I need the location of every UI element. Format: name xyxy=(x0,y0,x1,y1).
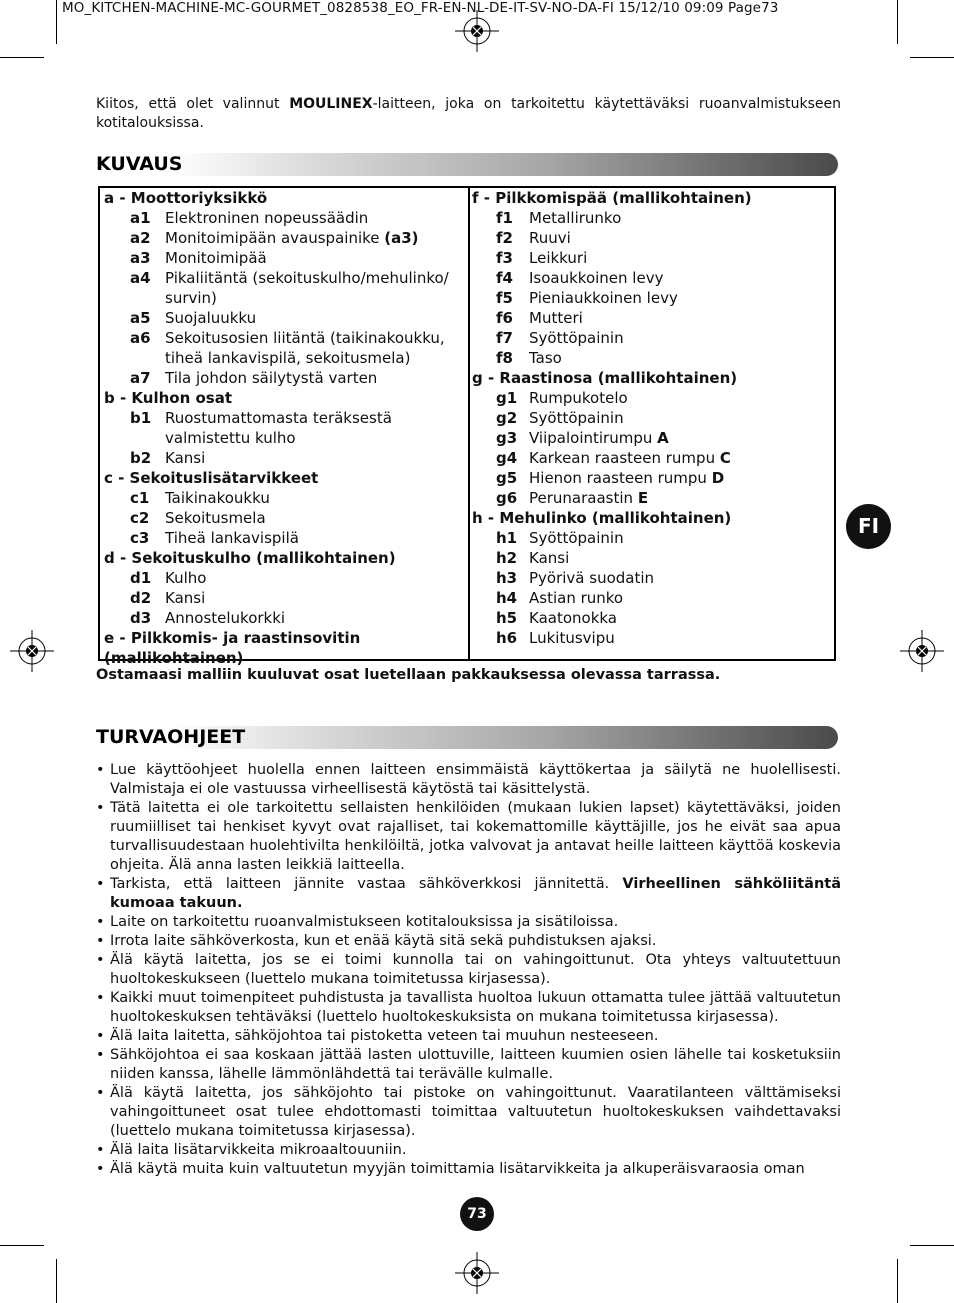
part-code: a2 xyxy=(130,229,151,247)
safety-instruction: • Älä laita lisätarvikkeita mikroaaltouuniin. xyxy=(96,1141,841,1160)
part-ref: D xyxy=(711,469,725,487)
crop-mark xyxy=(0,57,44,58)
part-name: Elektroninen nopeussäädin xyxy=(165,209,369,227)
parts-item xyxy=(104,408,466,448)
safety-instruction: • Älä käytä muita kuin valtuutetun myyjän toimittamia lisätarvikkeita ja alkuperäisvaraosia oman xyxy=(96,1160,841,1179)
parts-group-header: e - Pilkkomis- ja raastinsovitin (mallikohtainen) xyxy=(104,629,361,667)
parts-item xyxy=(104,268,466,308)
parts-group-header: g - Raastinosa (mallikohtainen) xyxy=(472,369,738,387)
parts-note: Ostamaasi malliin kuuluvat osat luetellaan pakkauksessa olevassa tarrassa. xyxy=(96,667,721,683)
parts-item xyxy=(472,548,834,568)
part-name: Sekoitusmela xyxy=(165,509,266,527)
part-name: Karkean raasteen rumpu C xyxy=(529,449,731,467)
crop-mark xyxy=(910,1245,954,1246)
parts-item xyxy=(472,428,834,448)
parts-item xyxy=(472,208,834,228)
part-code: c3 xyxy=(130,529,150,547)
part-name: Tila johdon säilytystä varten xyxy=(165,369,378,387)
registration-mark-icon xyxy=(10,630,54,672)
part-code: g2 xyxy=(496,409,518,427)
part-name: Kansi xyxy=(165,449,206,467)
part-name-cont: valmistettu kulho xyxy=(165,429,296,447)
parts-description-table xyxy=(98,186,836,667)
parts-group-header: f - Pilkkomispää (mallikohtainen) xyxy=(472,189,752,207)
parts-item xyxy=(472,288,834,308)
part-name: Annostelukorkki xyxy=(165,609,286,627)
parts-item xyxy=(472,348,834,368)
part-code: h2 xyxy=(496,549,518,567)
parts-item xyxy=(472,628,834,648)
part-code: a4 xyxy=(130,269,151,287)
part-name: Kansi xyxy=(529,549,570,567)
part-code: f2 xyxy=(496,229,513,247)
part-name: Suojaluukku xyxy=(165,309,257,327)
part-code: h1 xyxy=(496,529,518,547)
parts-item xyxy=(472,588,834,608)
intro-paragraph xyxy=(96,95,841,133)
part-name: Syöttöpainin xyxy=(529,409,624,427)
parts-column-left xyxy=(104,188,466,668)
parts-item xyxy=(104,368,466,388)
part-name: Metallirunko xyxy=(529,209,622,227)
part-code: h5 xyxy=(496,609,518,627)
part-code: c2 xyxy=(130,509,150,527)
part-code: a5 xyxy=(130,309,151,327)
crop-mark xyxy=(897,1259,898,1303)
parts-column-right xyxy=(472,188,834,648)
part-code: g6 xyxy=(496,489,518,507)
parts-item xyxy=(104,448,466,468)
safety-instruction: • Älä käytä laitetta, jos sähköjohto tai pistoke on vahingoittunut. Vaaratilanteen välttämiseksi vahingoittuneet osat tulee ehdottomasti toimittaa valtuutetun huoltokeskuksen vaihdettavaksi (luettelo mukana toimitetussa kirjasessa). xyxy=(96,1084,841,1141)
part-ref: C xyxy=(719,449,731,467)
section-heading-kuvaus xyxy=(96,153,838,176)
part-name: Kaatonokka xyxy=(529,609,618,627)
part-code: d2 xyxy=(130,589,152,607)
safety-instruction: • Tätä laitetta ei ole tarkoitettu sellaisten henkilöiden (mukaan lukien lapset) käytettäväksi, joiden ruumiilliset tai henkiset kyvyt ovat rajalliset, tai kokemattomille käyttäjille, jos he eivät saa apua turvallisuudestaan huolehtivilta henkilöiltä, jotka valvovat ja antavat heille laitteen käyttöä koskevia ohjeita. Älä anna lasten leikkiä laitteella. xyxy=(96,799,841,875)
intro-before: Kiitos, että olet valinnut xyxy=(96,96,290,112)
part-code: d1 xyxy=(130,569,152,587)
part-code: a7 xyxy=(130,369,151,387)
parts-item xyxy=(104,228,466,248)
part-code: f1 xyxy=(496,209,513,227)
registration-mark-icon xyxy=(900,630,944,672)
part-code: g3 xyxy=(496,429,518,447)
part-name: Monitoimipään avauspainike (a3) xyxy=(165,229,419,247)
part-name: Tiheä lankavispilä xyxy=(165,529,299,547)
intro-after: -laitteen, joka on tarkoitettu käytettäväksi ruoanvalmistukseen kotitalouksissa. xyxy=(96,96,841,131)
crop-mark xyxy=(0,1245,44,1246)
safety-instruction: • Laite on tarkoitettu ruoanvalmistukseen kotitalouksissa ja sisätiloissa. xyxy=(96,913,841,932)
safety-warning-bold: Virheellinen sähköliitäntä kumoaa takuun. xyxy=(110,876,842,911)
crop-mark xyxy=(897,0,898,44)
part-name: Rumpukotelo xyxy=(529,389,628,407)
safety-instruction: • Lue käyttöohjeet huolella ennen laitteen ensimmäistä käyttökertaa ja säilytä ne huolellisesti. Valmistaja ei ole vastuussa virheellisestä käytöstä tai käsittelystä. xyxy=(96,761,841,799)
parts-group-header: h - Mehulinko (mallikohtainen) xyxy=(472,509,732,527)
part-name: Mutteri xyxy=(529,309,583,327)
parts-item xyxy=(472,328,834,348)
section-title: TURVAOHJEET xyxy=(96,726,246,748)
part-code: g1 xyxy=(496,389,518,407)
parts-item xyxy=(104,568,466,588)
part-name: Taikinakoukku xyxy=(165,489,270,507)
part-name: Kulho xyxy=(165,569,207,587)
safety-instruction: • Älä laita laitetta, sähköjohtoa tai pistoketta veteen tai muuhun nesteeseen. xyxy=(96,1027,841,1046)
page-number: 73 xyxy=(460,1197,494,1231)
parts-group-header: a - Moottoriyksikkö xyxy=(104,189,268,207)
safety-instructions-list xyxy=(96,761,841,1179)
part-code: a6 xyxy=(130,329,151,347)
crop-mark xyxy=(56,0,57,44)
part-code: h4 xyxy=(496,589,518,607)
parts-item xyxy=(104,588,466,608)
part-name: Syöttöpainin xyxy=(529,529,624,547)
part-name: Pieniaukkoinen levy xyxy=(529,289,678,307)
parts-group-header: c - Sekoituslisätarvikkeet xyxy=(104,469,319,487)
part-name: Viipalointirumpu A xyxy=(529,429,669,447)
part-code: c1 xyxy=(130,489,150,507)
part-code: h6 xyxy=(496,629,518,647)
part-name: Ruostumattomasta teräksestä xyxy=(165,409,392,427)
print-slug: MO_KITCHEN-MACHINE-MC-GOURMET_0828538_EO_FR-EN-NL-DE-IT-SV-NO-DA-FI 15/12/10 09:09 Page73 xyxy=(62,0,779,16)
part-name: Lukitusvipu xyxy=(529,629,615,647)
part-code: f4 xyxy=(496,269,513,287)
part-code: f5 xyxy=(496,289,513,307)
parts-item xyxy=(104,328,466,368)
parts-item xyxy=(472,568,834,588)
part-name: Astian runko xyxy=(529,589,624,607)
safety-instruction: • Älä käytä laitetta, jos se ei toimi kunnolla tai on vahingoittunut. Ota yhteys valtuutettuun huoltokeskukseen (luettelo mukana toimitetussa kirjasessa). xyxy=(96,951,841,989)
parts-item xyxy=(472,528,834,548)
part-name: Ruuvi xyxy=(529,229,571,247)
part-name: Perunaraastin E xyxy=(529,489,649,507)
part-name: Pikaliitäntä (sekoituskulho/mehulinko/ xyxy=(165,269,449,287)
table-divider xyxy=(468,188,470,659)
parts-item xyxy=(472,608,834,628)
part-name: Kansi xyxy=(165,589,206,607)
part-name: Monitoimipää xyxy=(165,249,267,267)
parts-item xyxy=(472,468,834,488)
part-ref: A xyxy=(657,429,669,447)
part-code: g5 xyxy=(496,469,518,487)
part-code: b1 xyxy=(130,409,152,427)
registration-mark-icon xyxy=(455,1252,499,1294)
safety-instruction: • Kaikki muut toimenpiteet puhdistusta ja tavallista huoltoa lukuun ottamatta tulee jättää valtuutetun huoltokeskuksen tehtäväksi (luettelo huoltokeskuksista on mukana toimitetussa kirjasessa). xyxy=(96,989,841,1027)
part-code: f6 xyxy=(496,309,513,327)
parts-item xyxy=(472,228,834,248)
section-heading-turvaohjeet xyxy=(96,726,838,749)
parts-group-header: b - Kulhon osat xyxy=(104,389,232,407)
parts-item xyxy=(472,388,834,408)
part-code: b2 xyxy=(130,449,152,467)
parts-item xyxy=(472,408,834,428)
part-name: Pyörivä suodatin xyxy=(529,569,655,587)
parts-item xyxy=(104,488,466,508)
parts-item xyxy=(104,508,466,528)
crop-mark xyxy=(56,1259,57,1303)
parts-item xyxy=(472,488,834,508)
part-name: Syöttöpainin xyxy=(529,329,624,347)
part-code: h3 xyxy=(496,569,518,587)
part-ref: (a3) xyxy=(384,229,419,247)
part-name-cont: tiheä lankavispilä, sekoitusmela) xyxy=(165,349,411,367)
safety-instruction: • Tarkista, että laitteen jännite vastaa sähköverkkosi jännitettä. Virheellinen sähköliitäntä kumoaa takuun. xyxy=(96,875,841,913)
parts-item xyxy=(104,308,466,328)
crop-mark xyxy=(910,57,954,58)
part-name: Hienon raasteen rumpu D xyxy=(529,469,725,487)
part-code: a3 xyxy=(130,249,151,267)
parts-group-header: d - Sekoituskulho (mallikohtainen) xyxy=(104,549,396,567)
parts-item xyxy=(472,308,834,328)
parts-item xyxy=(472,268,834,288)
safety-instruction: • Irrota laite sähköverkosta, kun et enää käytä sitä sekä puhdistuksen ajaksi. xyxy=(96,932,841,951)
part-code: f7 xyxy=(496,329,513,347)
part-ref: E xyxy=(637,489,649,507)
section-title: KUVAUS xyxy=(96,153,183,175)
parts-item xyxy=(472,248,834,268)
part-code: a1 xyxy=(130,209,151,227)
brand-name: MOULINEX xyxy=(289,96,373,112)
part-name-cont: survin) xyxy=(165,289,217,307)
parts-item xyxy=(104,248,466,268)
part-name: Sekoitusosien liitäntä (taikinakoukku, xyxy=(165,329,445,347)
part-name: Isoaukkoinen levy xyxy=(529,269,664,287)
parts-item xyxy=(104,528,466,548)
safety-instruction: • Sähköjohtoa ei saa koskaan jättää lasten ulottuville, laitteen kuumien osien lähelle tai kosketuksiin niiden kanssa, lähelle lämmönlähdettä tai terävälle kulmalle. xyxy=(96,1046,841,1084)
parts-item xyxy=(104,608,466,628)
part-code: f3 xyxy=(496,249,513,267)
language-badge: FI xyxy=(846,504,891,549)
part-code: f8 xyxy=(496,349,513,367)
parts-item xyxy=(472,448,834,468)
registration-mark-icon xyxy=(455,10,499,52)
part-code: g4 xyxy=(496,449,518,467)
part-name: Leikkuri xyxy=(529,249,588,267)
part-code: d3 xyxy=(130,609,152,627)
part-name: Taso xyxy=(529,349,562,367)
parts-item xyxy=(104,208,466,228)
